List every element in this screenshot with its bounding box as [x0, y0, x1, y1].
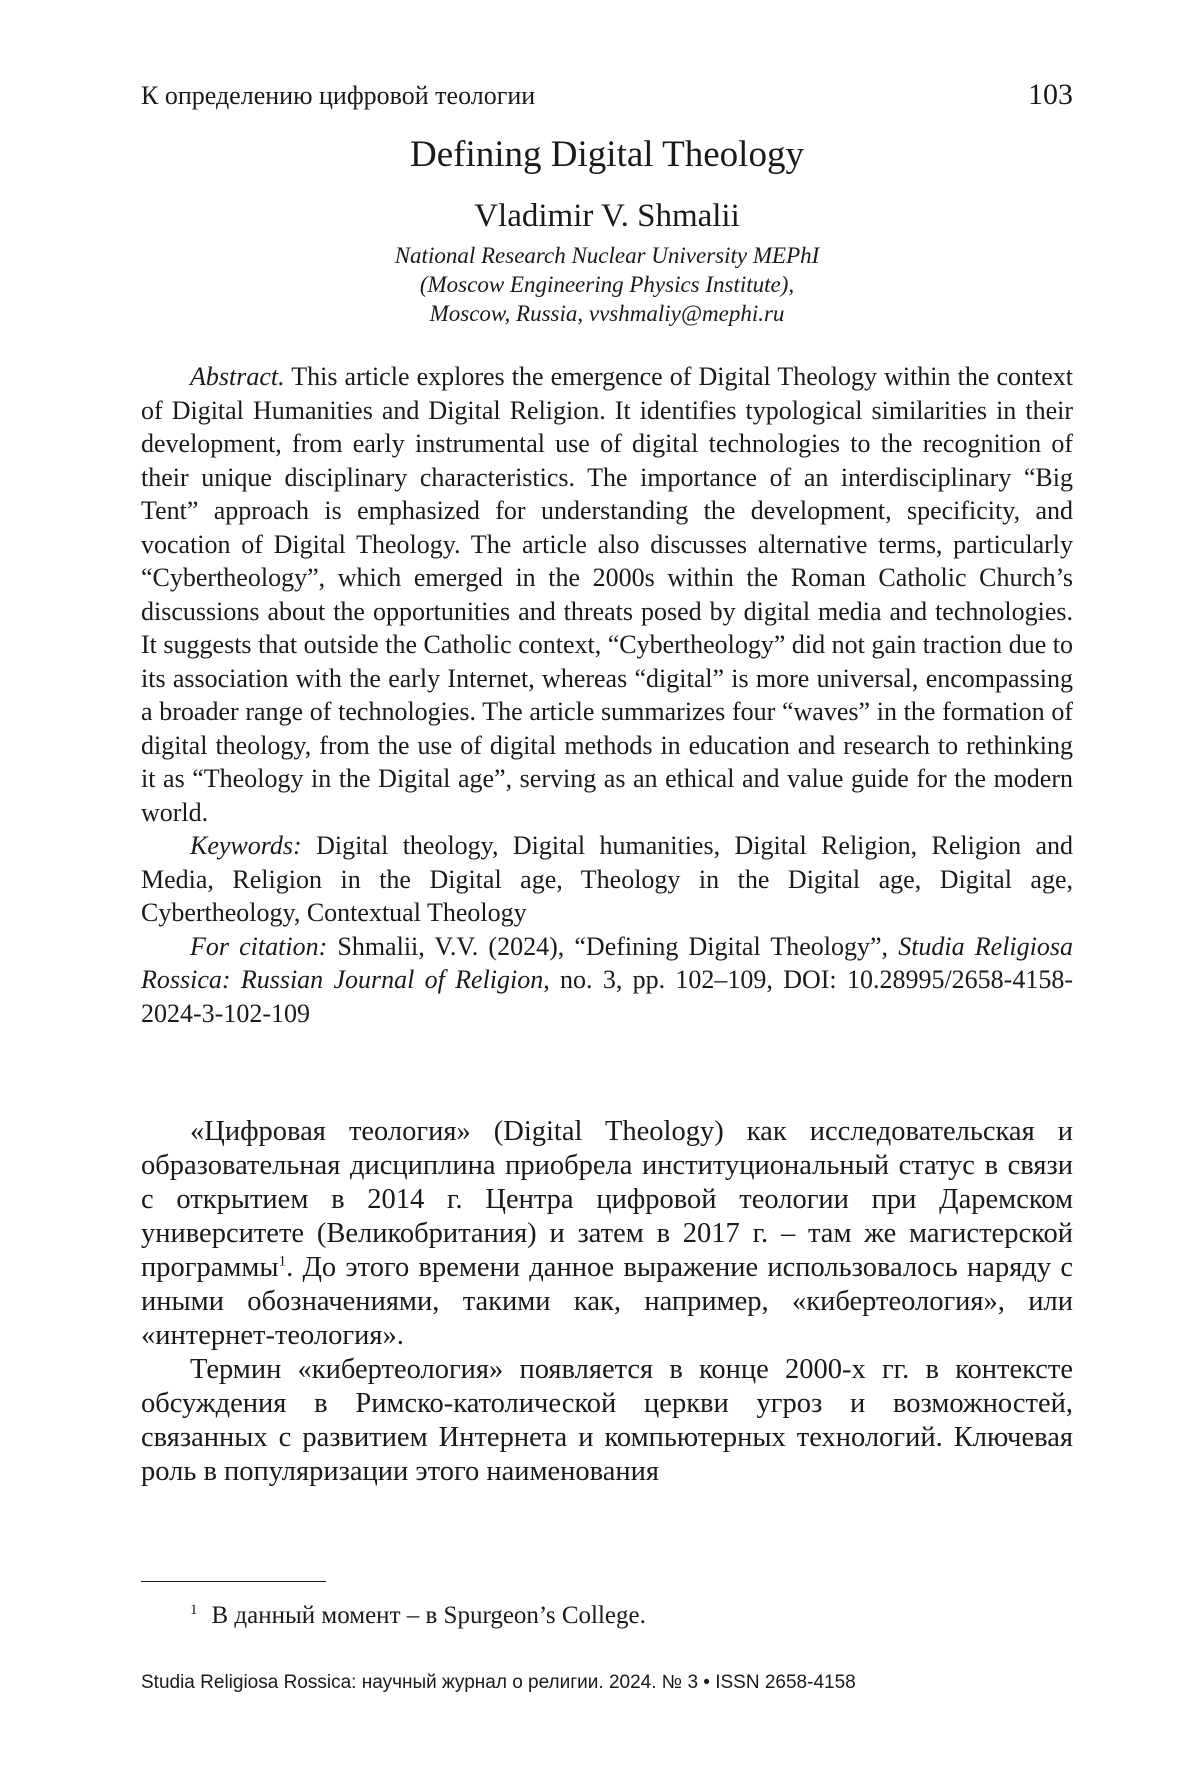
- body-paragraph: Термин «кибертеология» появляется в конце 2000-х гг. в контексте обсуждения в Римско-католической церкви угроз и возможностей, связанных с развитием Интернета и компьютерных технологий. Ключевая роль в популяризации этого наименования: [141, 1354, 1073, 1487]
- footnote-number: 1: [190, 1601, 198, 1618]
- abstract-paragraph: [141, 360, 1073, 829]
- citation-paragraph: [141, 930, 1073, 1031]
- keywords-label: Keywords:: [190, 831, 302, 860]
- abstract-label: Abstract.: [190, 362, 285, 391]
- abstract-text: This article explores the emergence of Digital Theology within the context of Digital Humanities and Digital Religion. It identifies typological similarities in their development, from early instrumental use of digital technologies to the recognition of their unique disciplinary characteristics. The importance of an interdisciplinary “Big Tent” approach is emphasized for understanding the development, specificity, and vocation of Digital Theology. The article also discusses alternative terms, particularly “Cybertheology”, which emerged in the 2000s within the Roman Catholic Church’s discussions about the opportunities and threats posed by digital media and technologies. It suggests that outside the Catholic context, “Cybertheology” did not gain traction due to its association with the early Internet, whereas “digital” is more universal, encompassing a broader range of technologies. The article summarizes four “waves” in the formation of digital theology, from the use of digital methods in education and research to rethinking it as “Theology in the Digital age”, serving as an ethical and value guide for the modern world.: [141, 362, 1073, 827]
- page-number: 103: [1028, 78, 1073, 111]
- citation-text: Shmalii, V.V. (2024), “Defining Digital Theology”,: [327, 931, 899, 961]
- footnote: [190, 1600, 646, 1632]
- journal-footer: Studia Religiosa Rossica: научный журнал о религии. 2024. № 3 • ISSN 2658-4158: [141, 1672, 856, 1693]
- affiliation-line: Moscow, Russia, vvshmaliy@mephi.ru: [429, 301, 785, 326]
- keywords-paragraph: [141, 829, 1073, 930]
- footnote-text: В данный момент – в Spurgeon’s College.: [211, 1602, 646, 1629]
- affiliation-line: National Research Nuclear University MEPhI: [394, 243, 820, 268]
- body-text-segment: . До этого времени данное выражение использовалось наряду с иными обозначениями, такими как, например, «кибертеология», или «интернет-теология».: [141, 1252, 1073, 1351]
- citation-journal: Studia Religiosa Rossica: Russian Journal of Religion: [141, 931, 1073, 994]
- page-content: [141, 78, 1073, 1489]
- citation-details: , no. 3, pp. 102–109, DOI: 10.28995/2658-4158-2024-3-102-109: [141, 965, 1073, 1028]
- author-affiliation: [141, 241, 1073, 328]
- keywords-text: Digital theology, Digital humanities, Digital Religion, Religion and Media, Religion in the Digital age, Theology in the Digital age, Digital age, Cybertheology, Contextual Theology: [141, 831, 1073, 927]
- citation-label: For citation:: [190, 931, 328, 961]
- body-text: [141, 1115, 1073, 1489]
- body-paragraph: [141, 1115, 1073, 1353]
- footnote-divider: [141, 1581, 326, 1582]
- abstract-section: [141, 360, 1073, 1030]
- article-author: Vladimir V. Shmalii: [474, 198, 740, 234]
- body-text-segment: «Цифровая теология» (Digital Theology) как исследовательская и образовательная дисциплина приобрела институциональный статус в связи с открытием в 2014 г. Центра цифровой теологии при Даремском университете (Великобритания) и затем в 2017 г. – там же магистерской программы: [141, 1116, 1073, 1283]
- footnote-reference[interactable]: 1: [278, 1253, 287, 1270]
- article-title: Defining Digital Theology: [410, 134, 804, 175]
- running-title: К определению цифровой теологии: [141, 81, 536, 110]
- running-head: [141, 78, 1073, 113]
- affiliation-line: (Moscow Engineering Physics Institute),: [419, 272, 795, 297]
